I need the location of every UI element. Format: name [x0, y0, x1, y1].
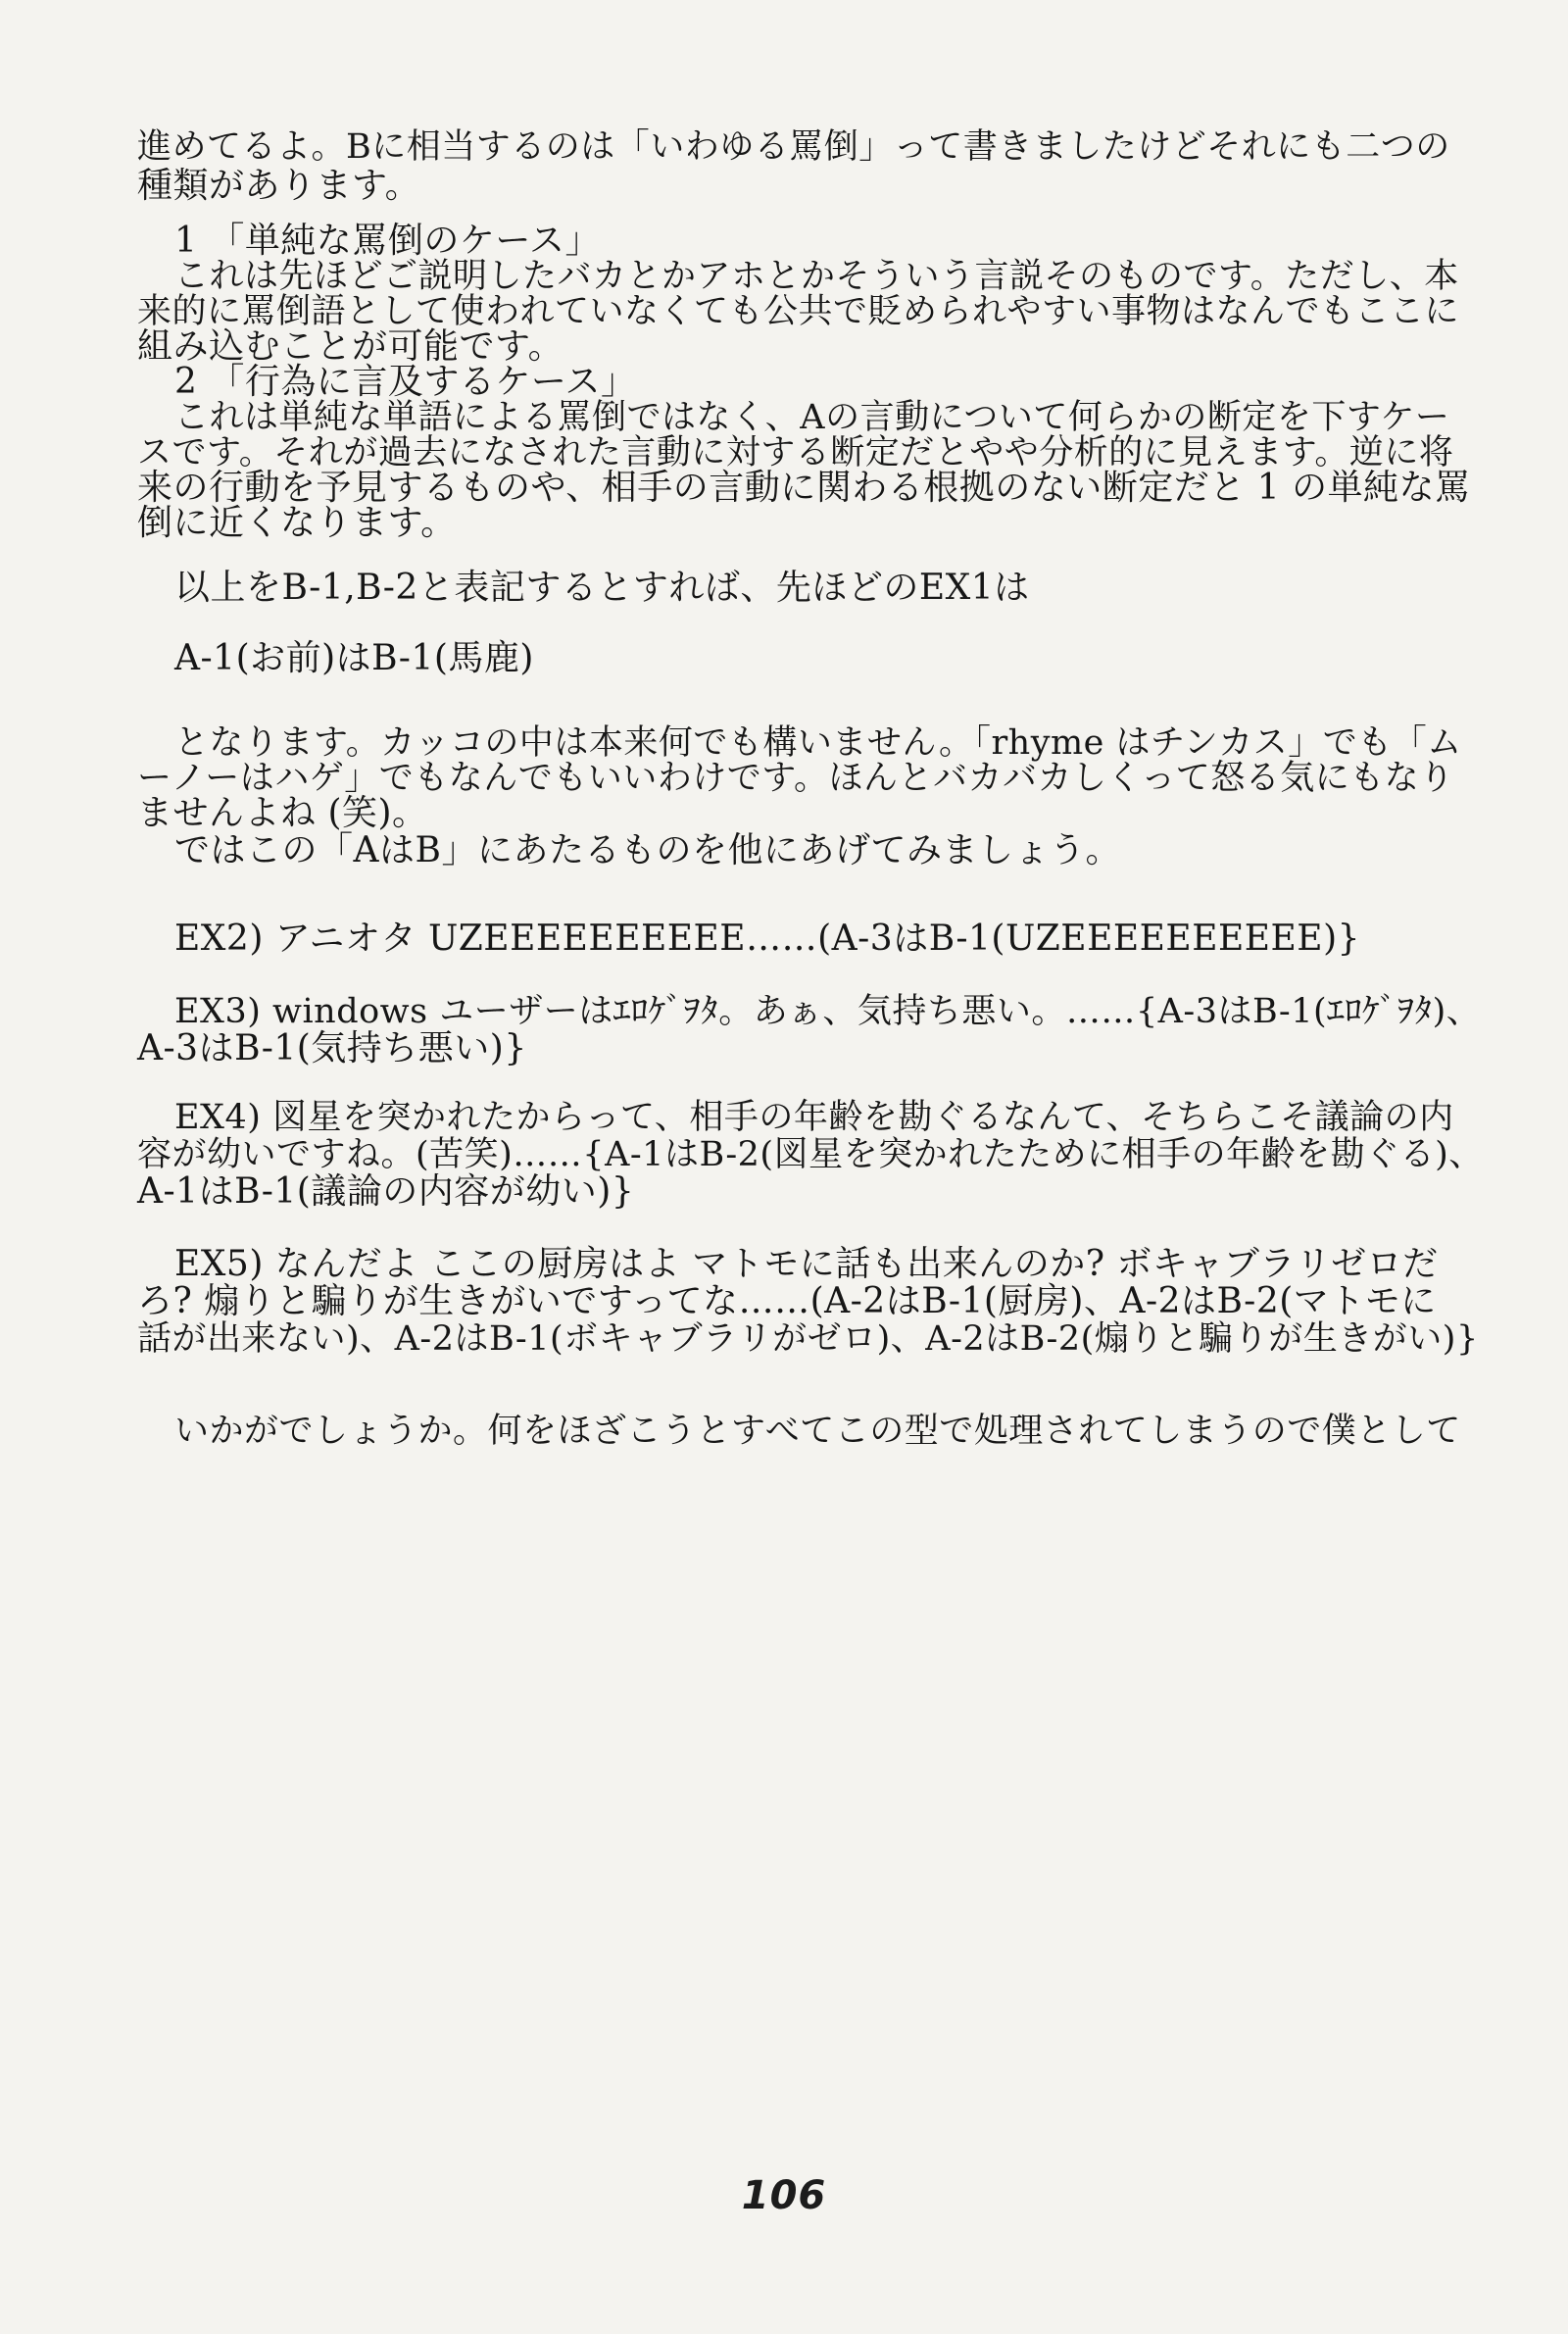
text-line: EX2) アニオタ UZEEEEEEEEEE……(A-3はB-1(UZEEEEEEEEEE)}	[174, 919, 1361, 959]
text-line: 以上をB-1,B-2と表記するとすれば、先ほどのEX1は	[174, 568, 1030, 608]
text-line: ろ? 煽りと騙りが生きがいですってな……(A-2はB-1(厨房)、A-2はB-2(マトモに	[137, 1281, 1437, 1321]
text-line: 進めてるよ。Bに相当するのは「いわゆる罵倒」って書きましたけどそれにも二つの	[137, 127, 1450, 167]
text-line: ーノーはハゲ」でもなんでもいいわけです。ほんとバカバカしくって怒る気にもなり	[137, 759, 1454, 798]
text-line: A-1はB-1(議論の内容が幼い)}	[137, 1171, 635, 1212]
text-line: EX4) 図星を突かれたからって、相手の年齢を勘ぐるなんて、そちらこそ議論の内	[174, 1098, 1454, 1137]
text-line: これは先ほどご説明したバカとかアホとかそういう言説そのものです。ただし、本	[174, 257, 1459, 296]
text-line: 倒に近くなります。	[137, 503, 457, 543]
text-line: 1 「単純な罵倒のケース」	[174, 221, 602, 261]
text-line: 話が出来ない)、A-2はB-1(ボキャブラリがゼロ)、A-2はB-2(煽りと騙りが生きがい)}	[137, 1319, 1479, 1359]
page-number: 106	[741, 2173, 827, 2218]
text-line: 来的に罵倒語として使われていなくても公共で貶められやすい事物はなんでもここに	[137, 292, 1460, 331]
text-line: 来の行動を予見するものや、相手の言動に関わる根拠のない断定だと 1 の単純な罵	[137, 468, 1471, 508]
text-line: 2 「行為に言及するケース」	[174, 362, 637, 402]
text-line: ませんよね (笑)。	[137, 793, 428, 833]
text-line: EX3) windows ユーザーはｴﾛｹﾞｦﾀ。あぁ、気持ち悪い。……{A-3はB-1(ｴﾛｹﾞｦﾀ)、	[174, 992, 1482, 1031]
text-line: スです。それが過去になされた言動に対する断定だとやや分析的に見えます。逆に将	[137, 433, 1454, 472]
text-line: A-1(お前)はB-1(馬鹿)	[174, 638, 534, 678]
text-line: いかがでしょうか。何をほざこうとすべてこの型で処理されてしまうので僕として	[174, 1412, 1461, 1451]
text-line: ではこの「AはB」にあたるものを他にあげてみましょう。	[174, 830, 1121, 870]
text-line: EX5) なんだよ ここの厨房はよ マトモに話も出来んのか? ボキャブラリゼロだ	[174, 1244, 1439, 1284]
text-line: これは単純な単語による罵倒ではなく、Aの言動について何らかの断定を下すケー	[174, 398, 1450, 437]
text-line: となります。カッコの中は本来何でも構いません。「rhyme はチンカス」でも「ム	[174, 723, 1462, 763]
text-line: 組み込むことが可能です。	[137, 326, 564, 367]
text-line: 種類があります。	[137, 166, 421, 206]
text-line: 容が幼いですね。(苦笑)……{A-1はB-2(図星を突かれたために相手の年齢を勘ぐる)、	[137, 1135, 1484, 1174]
text-line: A-3はB-1(気持ち悪い)}	[137, 1028, 527, 1068]
